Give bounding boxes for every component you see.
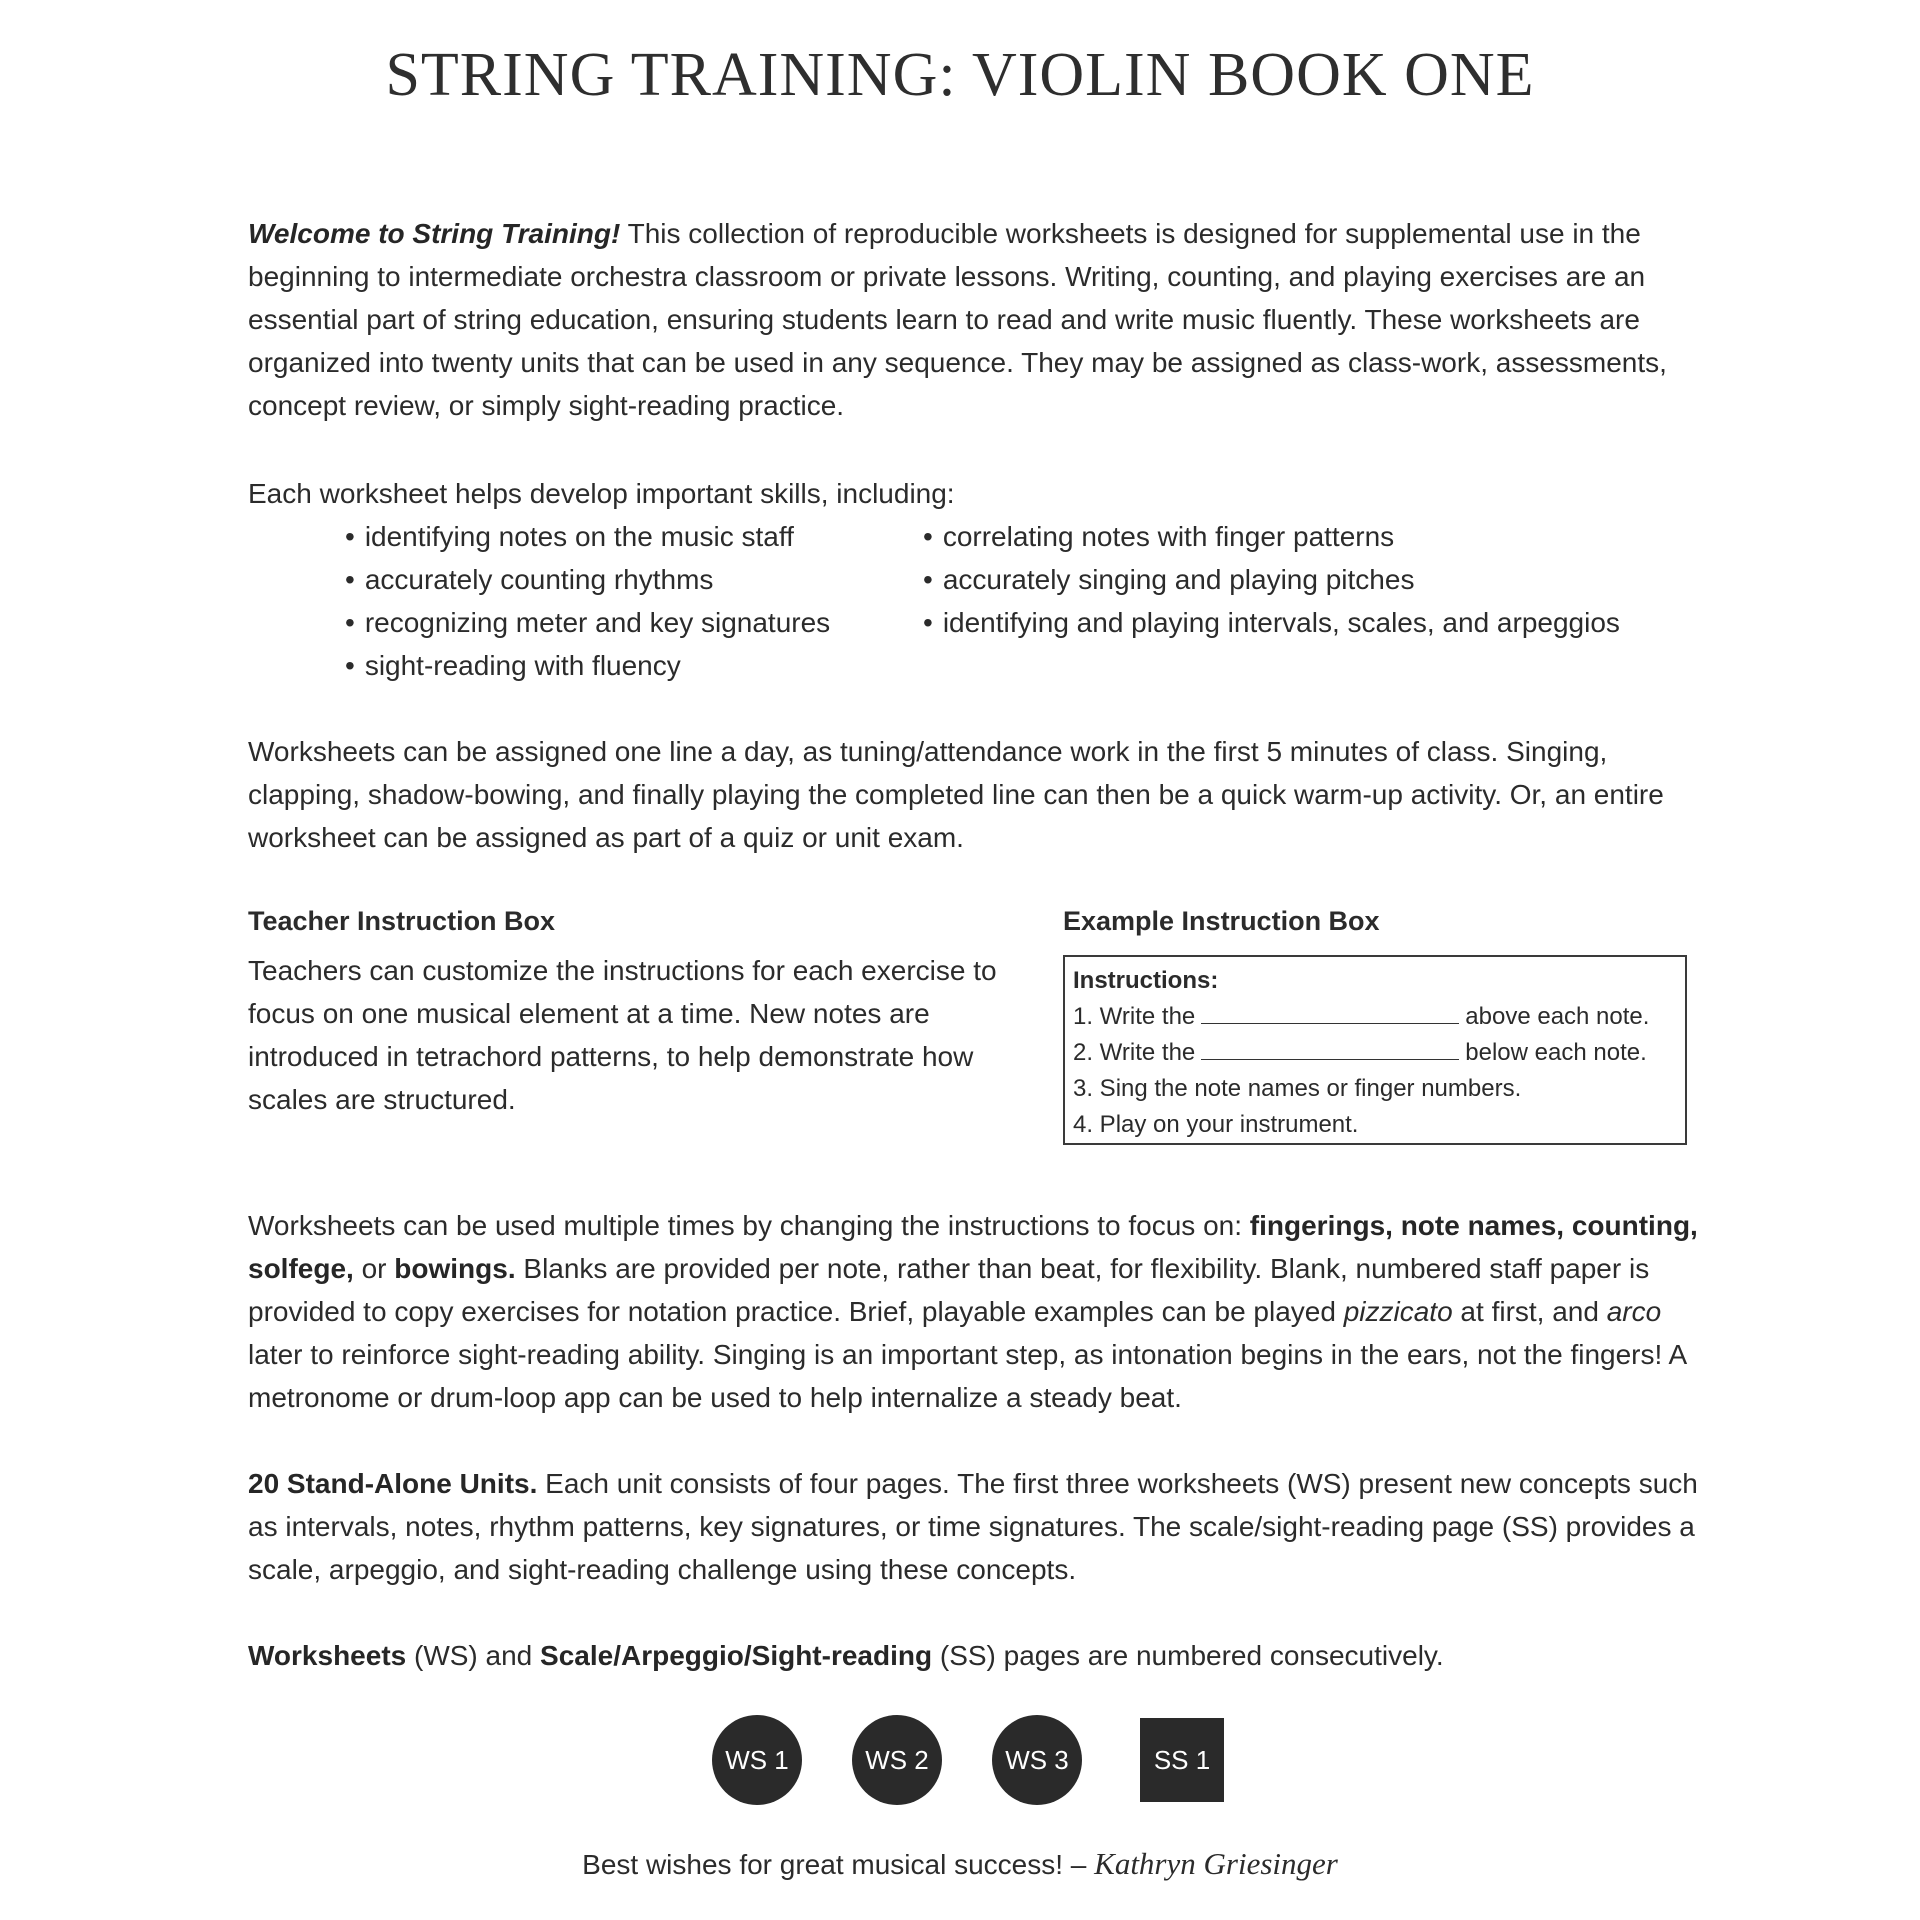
text-run: (SS) pages are numbered consecutively. bbox=[932, 1640, 1444, 1671]
intro-text: This collection of reproducible worksheets is designed for supplemental use in the beginning to intermediate orchestra classroom or private lessons. Writing, counting, and playing exercises are an essential part of string education, ensuring students learn to read and write music fluently. These worksheets are organized into twenty units that can be used in any sequence. They may be assigned as class-work, assessments, concept review, or simply sight-reading practice. bbox=[248, 218, 1667, 421]
skill-item: • accurately counting rhythms bbox=[345, 558, 923, 601]
instruction-line-1 bbox=[1073, 999, 1677, 1035]
units-lead: 20 Stand-Alone Units. bbox=[248, 1468, 538, 1499]
bold-run: bowings. bbox=[394, 1253, 516, 1284]
italic-run: arco bbox=[1606, 1296, 1662, 1327]
skill-item: • sight-reading with fluency bbox=[345, 644, 923, 687]
answer-blank bbox=[1201, 1001, 1459, 1024]
author-signature: Kathryn Griesinger bbox=[1094, 1846, 1338, 1881]
text-run: Worksheets can be used multiple times by changing the instructions to focus on: bbox=[248, 1210, 1250, 1241]
instruction-line-4: 4. Play on your instrument. bbox=[1073, 1111, 1359, 1138]
units-paragraph bbox=[248, 1462, 1698, 1591]
skill-item: • identifying notes on the music staff bbox=[345, 515, 923, 558]
teacher-box-text: Teachers can customize the instructions for each exercise to focus on one musical element at a time. New notes are introduced in tetrachord patterns, to help demonstrate how scales are structured. bbox=[248, 955, 997, 1115]
instruction-text: 1. Write the bbox=[1073, 1003, 1196, 1030]
example-box-title: Example Instruction Box bbox=[1063, 906, 1380, 936]
closing-text: Best wishes for great musical success! – bbox=[582, 1849, 1095, 1880]
bold-run: Worksheets bbox=[248, 1640, 407, 1671]
skills-intro: Each worksheet helps develop important skills, including: bbox=[248, 478, 955, 509]
multi-use-paragraph bbox=[248, 1204, 1698, 1419]
badge-ss-1: SS 1 bbox=[1140, 1718, 1224, 1802]
instruction-line-3: 3. Sing the note names or finger numbers. bbox=[1073, 1075, 1522, 1102]
bold-run: Scale/Arpeggio/Sight-reading bbox=[540, 1640, 933, 1671]
text-run: later to reinforce sight-reading ability. Singing is an important step, as intonation begins in the ears, not the fingers! A metronome or drum-loop app can be used to help internalize a steady beat. bbox=[248, 1339, 1686, 1413]
page-title: STRING TRAINING: VIOLIN BOOK ONE bbox=[385, 41, 1535, 109]
units-text: Each unit consists of four pages. The first three worksheets (WS) present new concepts such as intervals, notes, rhythm patterns, key signatures, or time signatures. The scale/sight-reading page (SS) provides a scale, arpeggio, and sight-reading challenge using these concepts. bbox=[248, 1468, 1698, 1585]
badge-ws-3: WS 3 bbox=[992, 1715, 1082, 1805]
skill-item: • accurately singing and playing pitches bbox=[923, 558, 1663, 601]
text-run: Blanks are provided per note, rather than beat, for flexibility. Blank, numbered staff paper is provided to copy exercises for notation practice. Brief, playable examples can be played bbox=[248, 1253, 1650, 1327]
assign-paragraph: Worksheets can be assigned one line a day, as tuning/attendance work in the first 5 minutes of class. Singing, clapping, shadow-bowing, and finally playing the completed line can then be a quick warm-up activity. Or, an entire worksheet can be assigned as part of a quiz or unit exam. bbox=[248, 736, 1664, 853]
text-run: at first, and bbox=[1452, 1296, 1607, 1327]
example-instruction-box bbox=[1063, 955, 1687, 1145]
page-badges bbox=[712, 1715, 1232, 1805]
skill-item: • correlating notes with finger patterns bbox=[923, 515, 1663, 558]
text-run: or bbox=[353, 1253, 395, 1284]
instruction-text: below each note. bbox=[1465, 1039, 1647, 1066]
bold-run: fingerings, note names, counting, solfege, bbox=[248, 1210, 1698, 1284]
teacher-box-title: Teacher Instruction Box bbox=[248, 906, 556, 936]
closing-line bbox=[0, 1846, 1920, 1882]
intro-paragraph bbox=[248, 212, 1698, 427]
numbering-paragraph bbox=[248, 1634, 1698, 1677]
answer-blank bbox=[1201, 1037, 1459, 1060]
text-run: (WS) and bbox=[406, 1640, 541, 1671]
italic-run: pizzicato bbox=[1343, 1296, 1453, 1327]
skills-list bbox=[345, 515, 1663, 687]
instruction-text: 2. Write the bbox=[1073, 1039, 1196, 1066]
instruction-line-2 bbox=[1073, 1035, 1677, 1071]
skill-item: • recognizing meter and key signatures bbox=[345, 601, 923, 644]
badge-ws-2: WS 2 bbox=[852, 1715, 942, 1805]
instructions-heading: Instructions: bbox=[1073, 967, 1219, 994]
intro-lead: Welcome to String Training! bbox=[248, 218, 621, 249]
instruction-text: above each note. bbox=[1465, 1003, 1650, 1030]
skill-item: • identifying and playing intervals, scales, and arpeggios bbox=[923, 601, 1663, 644]
badge-ws-1: WS 1 bbox=[712, 1715, 802, 1805]
